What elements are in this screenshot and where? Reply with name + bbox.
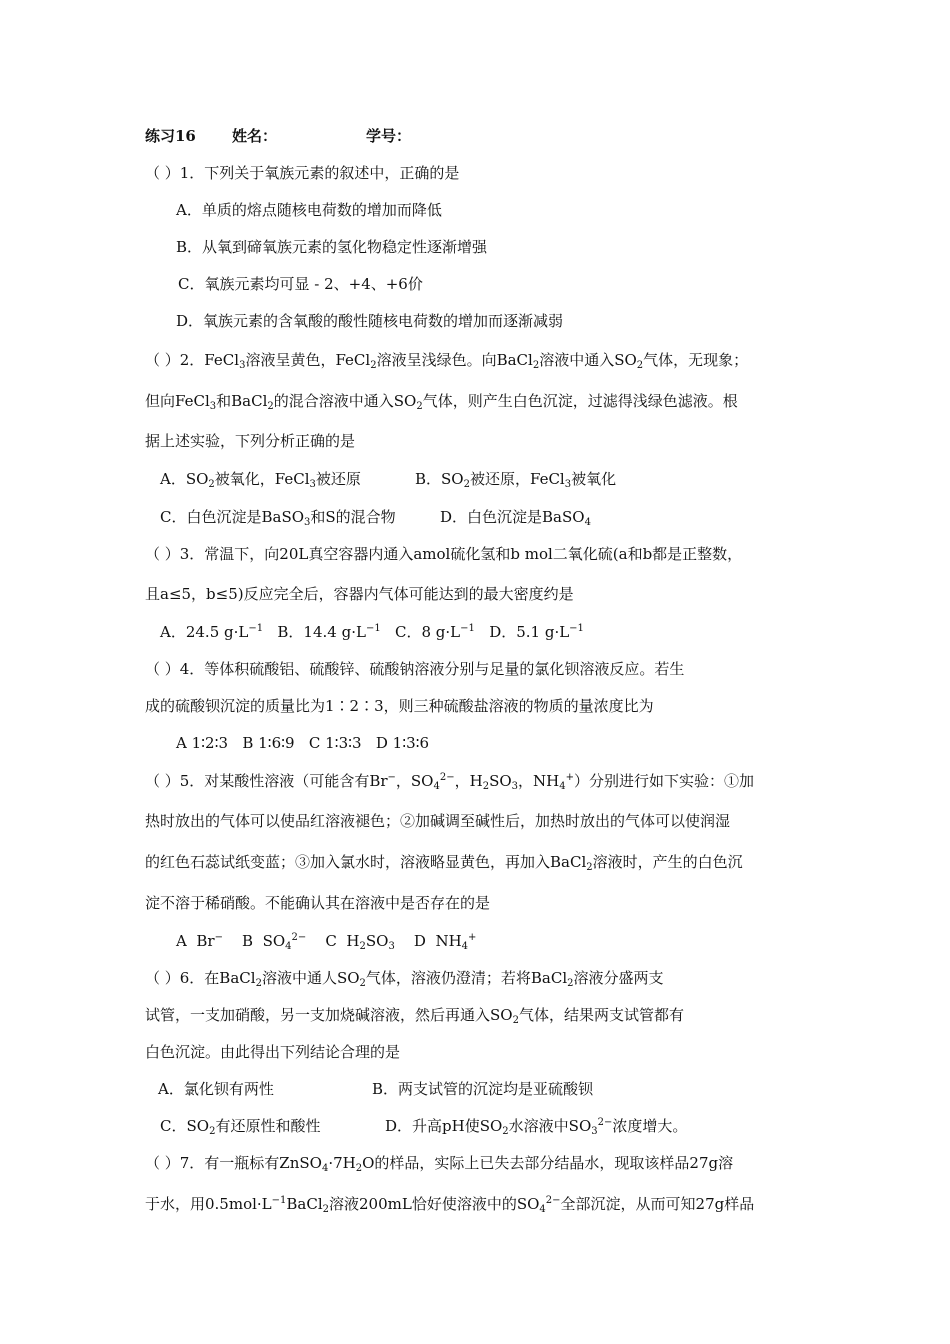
q1-option-d: D．氧族元素的含氧酸的酸性随核电荷数的增加而逐渐减弱 (176, 312, 564, 330)
q1-option-a: A．单质的熔点随核电荷数的增加而降低 (176, 201, 442, 219)
q1-stem: （ ）1．下列关于氧族元素的叙述中，正确的是 (145, 164, 460, 182)
q4-line-1: （ ）4．等体积硫酸铝、硫酸锌、硫酸钠溶液分别与足量的氯化钡溶液反应。若生 (145, 660, 685, 678)
name-label: 姓名： (232, 127, 278, 145)
q6-option-d: D．升高pH使$SO_2$水溶液中$SO_3^{2-}$浓度增大。 (385, 1117, 688, 1137)
q3-options: A．24.5 $g\cdot L^{-1}$ B．14.4 $g\cdot L^{-1}$ C．8 $g\cdot L^{-1}$ D．5.1 $g\cdot L^{-1}$ (160, 623, 584, 641)
q3-line-1: （ ）3．常温下，向20L真空容器内通入amol硫化氢和b mol二氧化硫(a和b都是正整数， (145, 545, 743, 563)
q5-line-4: 淀不溶于稀硝酸。不能确认其在溶液中是否存在的是 (145, 894, 491, 912)
q2-option-d: D．白色沉淀是BaSO$_4$ (440, 508, 591, 528)
q6-line-1: （ ）6．在BaCl$_2$溶液中通人$SO_2$气体，溶液仍澄清；若将BaCl$_2$溶液分盛两支 (145, 969, 664, 989)
q3-line-2: 且a≤5，b≤5)反应完全后，容器内气体可能达到的最大密度约是 (145, 585, 574, 603)
q6-option-c: C．$SO_2$有还原性和酸性 (160, 1117, 321, 1137)
q4-line-2: 成的硫酸钡沉淀的质量比为1∶2∶3，则三种硫酸盐溶液的物质的量浓度比为 (145, 697, 654, 715)
q6-option-a: A．氯化钡有两性 (158, 1080, 274, 1098)
q6-line-2: 试管，一支加硝酸，另一支加烧碱溶液，然后再通入$SO_2$气体，结果两支试管都有 (145, 1006, 684, 1026)
q6-line-3: 白色沉淀。由此得出下列结论合理的是 (145, 1043, 401, 1061)
q2-option-a: A．$SO_2$被氧化，FeCl$_3$被还原 (160, 470, 361, 490)
student-id-label: 学号： (366, 127, 412, 145)
q2-line-3: 据上述实验，下列分析正确的是 (145, 432, 356, 450)
q5-line-3: 的红色石蕊试纸变蓝；③加入氯水时，溶液略显黄色，再加入BaCl$_2$溶液时，产生的白色沉 (145, 853, 743, 873)
exercise-title: 练习16 (145, 127, 196, 145)
q5-line-1: （ ）5．对某酸性溶液（可能含有Br−，$SO_4^{2-}$，$H_2SO_3$，$NH_4^+$）分别进行如下实验：①加 (145, 772, 755, 792)
q7-line-1: （ ）7．有一瓶标有$ZnSO_4\cdot 7H_2O$的样品，实际上已失去部分结晶水，现取该样品27g溶 (145, 1154, 734, 1174)
q1-option-b: B．从氧到碲氧族元素的氢化物稳定性逐渐增强 (176, 238, 488, 256)
q7-line-2: 于水，用$0.5mol\cdot L^{-1}BaCl_2$溶液200mL恰好使溶液中的$SO_4^{2-}$全部沉淀，从而可知27g样品 (145, 1195, 755, 1215)
q1-option-c: C．氧族元素均可显 - 2、+4、+6价 (178, 275, 423, 293)
q2-line-1: （ ）2．FeCl$_3$溶液呈黄色，FeCl$_2$溶液呈浅绿色。向BaCl$_2$溶液中通入$SO_2$气体，无现象； (145, 351, 749, 371)
q4-options: A 1∶2∶3 B 1∶6∶9 C 1∶3∶3 D 1∶3∶6 (176, 734, 430, 752)
q5-options: A Br− B $SO_4^{2-}$ C $H_2SO_3$ D $NH_4^+$ (176, 932, 477, 952)
q2-option-b: B．$SO_2$被还原，FeCl$_3$被氧化 (415, 470, 617, 490)
q5-line-2: 热时放出的气体可以使品红溶液褪色；②加碱调至碱性后，加热时放出的气体可以使润湿 (145, 812, 731, 830)
q2-option-c: C．白色沉淀是BaSO$_3$和S的混合物 (160, 508, 396, 528)
q6-option-b: B．两支试管的沉淀均是亚硫酸钡 (372, 1080, 594, 1098)
q2-line-2: 但向FeCl$_3$和BaCl$_2$的混合溶液中通入$SO_2$气体，则产生白色沉淀，过滤得浅绿色滤液。根 (145, 392, 738, 412)
